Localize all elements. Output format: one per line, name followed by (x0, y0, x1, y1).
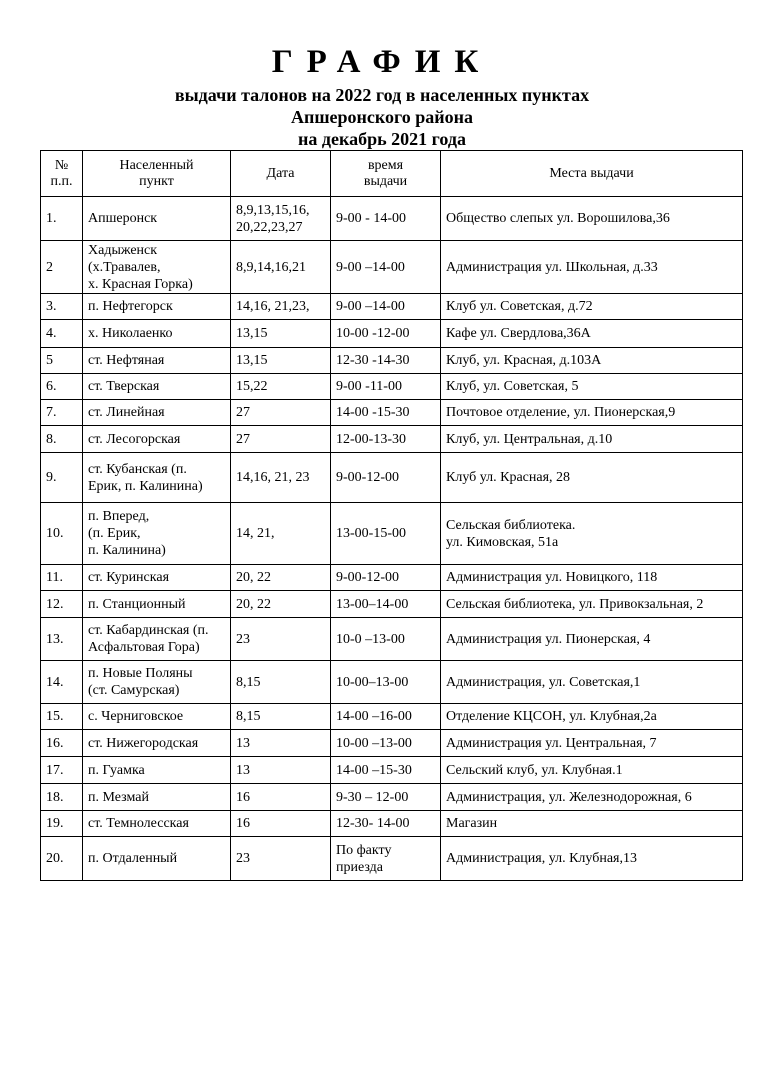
row-date: 13 (231, 730, 331, 757)
table-row (41, 294, 743, 320)
row-date: 13,15 (231, 320, 331, 348)
row-settlement: ст. Кабардинская (п. Асфальтовая Гора) (83, 618, 231, 661)
row-time: 10-00 -12-00 (331, 320, 441, 348)
row-time: 12-30 -14-30 (331, 348, 441, 374)
row-place: Клуб, ул. Красная, д.103А (441, 348, 743, 374)
row-place: Сельская библиотека. ул. Кимовская, 51а (441, 503, 743, 565)
table-row (41, 241, 743, 294)
row-date: 23 (231, 837, 331, 881)
row-settlement: ст. Нефтяная (83, 348, 231, 374)
row-settlement: ст. Темнолесская (83, 811, 231, 837)
row-num: 18. (41, 784, 83, 811)
table-row (41, 426, 743, 453)
row-date: 23 (231, 618, 331, 661)
row-place: Общество слепых ул. Ворошилова,36 (441, 197, 743, 241)
row-settlement: п. Гуамка (83, 757, 231, 784)
row-num: 5 (41, 348, 83, 374)
table-row (41, 591, 743, 618)
row-num: 3. (41, 294, 83, 320)
table-row (41, 400, 743, 426)
row-time: 9-00-12-00 (331, 565, 441, 591)
row-num: 19. (41, 811, 83, 837)
column-header-num: № п.п. (41, 151, 83, 197)
row-settlement: п. Нефтегорск (83, 294, 231, 320)
row-place: Магазин (441, 811, 743, 837)
table-row (41, 197, 743, 241)
row-place: Администрация ул. Школьная, д.33 (441, 241, 743, 294)
row-date: 14,16, 21, 23 (231, 453, 331, 503)
row-num: 11. (41, 565, 83, 591)
table-row (41, 348, 743, 374)
row-time: 13-00–14-00 (331, 591, 441, 618)
row-date: 14, 21, (231, 503, 331, 565)
row-settlement: ст. Кубанская (п. Ерик, п. Калинина) (83, 453, 231, 503)
row-num: 10. (41, 503, 83, 565)
table-row (41, 811, 743, 837)
row-num: 13. (41, 618, 83, 661)
row-num: 2 (41, 241, 83, 294)
row-settlement: ст. Тверская (83, 374, 231, 400)
row-time: 14-00 –15-30 (331, 757, 441, 784)
row-place: Клуб, ул. Центральная, д.10 (441, 426, 743, 453)
table-row (41, 704, 743, 730)
row-date: 14,16, 21,23, (231, 294, 331, 320)
row-settlement: с. Черниговское (83, 704, 231, 730)
table-row (41, 837, 743, 881)
row-date: 16 (231, 811, 331, 837)
table-row (41, 661, 743, 704)
row-date: 16 (231, 784, 331, 811)
row-time: 10-00 –13-00 (331, 730, 441, 757)
table-row (41, 618, 743, 661)
row-date: 27 (231, 400, 331, 426)
table-row (41, 374, 743, 400)
row-num: 16. (41, 730, 83, 757)
row-time: 13-00-15-00 (331, 503, 441, 565)
row-place: Администрация, ул. Советская,1 (441, 661, 743, 704)
row-date: 8,9,13,15,16, 20,22,23,27 (231, 197, 331, 241)
table-row (41, 784, 743, 811)
row-time: 12-00-13-30 (331, 426, 441, 453)
row-time: По факту приезда (331, 837, 441, 881)
row-time: 10-00–13-00 (331, 661, 441, 704)
row-num: 6. (41, 374, 83, 400)
row-settlement: х. Николаенко (83, 320, 231, 348)
row-place: Администрация ул. Центральная, 7 (441, 730, 743, 757)
row-settlement: п. Мезмай (83, 784, 231, 811)
row-time: 9-00-12-00 (331, 453, 441, 503)
row-place: Администрация ул. Пионерская, 4 (441, 618, 743, 661)
row-num: 15. (41, 704, 83, 730)
table-row (41, 757, 743, 784)
row-settlement: ст. Лесогорская (83, 426, 231, 453)
column-header-time: время выдачи (331, 151, 441, 197)
row-place: Клуб ул. Советская, д.72 (441, 294, 743, 320)
row-date: 8,15 (231, 661, 331, 704)
table-row (41, 320, 743, 348)
row-time: 9-00 –14-00 (331, 294, 441, 320)
table-row (41, 730, 743, 757)
table-row (41, 565, 743, 591)
row-place: Кафе ул. Свердлова,36А (441, 320, 743, 348)
row-time: 14-00 -15-30 (331, 400, 441, 426)
schedule-table (40, 150, 743, 881)
row-settlement: п. Новые Поляны (ст. Самурская) (83, 661, 231, 704)
row-num: 7. (41, 400, 83, 426)
row-date: 27 (231, 426, 331, 453)
table-row (41, 453, 743, 503)
row-time: 14-00 –16-00 (331, 704, 441, 730)
row-place: Администрация, ул. Железнодорожная, 6 (441, 784, 743, 811)
row-num: 1. (41, 197, 83, 241)
row-settlement: п. Отдаленный (83, 837, 231, 881)
row-settlement: ст. Куринская (83, 565, 231, 591)
row-place: Клуб ул. Красная, 28 (441, 453, 743, 503)
schedule-rows (41, 197, 743, 881)
column-header-date: Дата (231, 151, 331, 197)
column-header-settlement: Населенный пункт (83, 151, 231, 197)
row-date: 8,9,14,16,21 (231, 241, 331, 294)
row-settlement: ст. Нижегородская (83, 730, 231, 757)
row-place: Отделение КЦСОН, ул. Клубная,2а (441, 704, 743, 730)
row-place: Сельская библиотека, ул. Привокзальная, 2 (441, 591, 743, 618)
subtitle-line-2: Апшеронского района (290, 107, 474, 127)
row-num: 12. (41, 591, 83, 618)
row-settlement: ст. Линейная (83, 400, 231, 426)
row-place: Администрация, ул. Клубная,13 (441, 837, 743, 881)
row-settlement: Хадыженск (х.Травалев, х. Красная Горка) (83, 241, 231, 294)
row-settlement: Апшеронск (83, 197, 231, 241)
row-num: 8. (41, 426, 83, 453)
row-place: Почтовое отделение, ул. Пионерская,9 (441, 400, 743, 426)
row-place: Сельский клуб, ул. Клубная.1 (441, 757, 743, 784)
row-num: 4. (41, 320, 83, 348)
row-num: 9. (41, 453, 83, 503)
row-time: 10-0 –13-00 (331, 618, 441, 661)
row-time: 9-30 – 12-00 (331, 784, 441, 811)
row-time: 12-30- 14-00 (331, 811, 441, 837)
row-place: Администрация ул. Новицкого, 118 (441, 565, 743, 591)
row-date: 13,15 (231, 348, 331, 374)
document-title: ГРАФИК (271, 44, 493, 80)
row-settlement: п. Станционный (83, 591, 231, 618)
row-date: 15,22 (231, 374, 331, 400)
row-date: 20, 22 (231, 565, 331, 591)
row-time: 9-00 –14-00 (331, 241, 441, 294)
row-num: 20. (41, 837, 83, 881)
row-place: Клуб, ул. Советская, 5 (441, 374, 743, 400)
subtitle-line-3: на декабрь 2021 года (298, 129, 466, 149)
subtitle-line-1: выдачи талонов на 2022 год в населенных пунктах (174, 85, 590, 105)
table-header-row (41, 151, 743, 197)
table-row (41, 503, 743, 565)
row-date: 13 (231, 757, 331, 784)
row-num: 17. (41, 757, 83, 784)
row-settlement: п. Вперед, (п. Ерик, п. Калинина) (83, 503, 231, 565)
row-date: 20, 22 (231, 591, 331, 618)
row-num: 14. (41, 661, 83, 704)
column-header-place: Места выдачи (441, 151, 743, 197)
row-time: 9-00 -11-00 (331, 374, 441, 400)
row-time: 9-00 - 14-00 (331, 197, 441, 241)
row-date: 8,15 (231, 704, 331, 730)
